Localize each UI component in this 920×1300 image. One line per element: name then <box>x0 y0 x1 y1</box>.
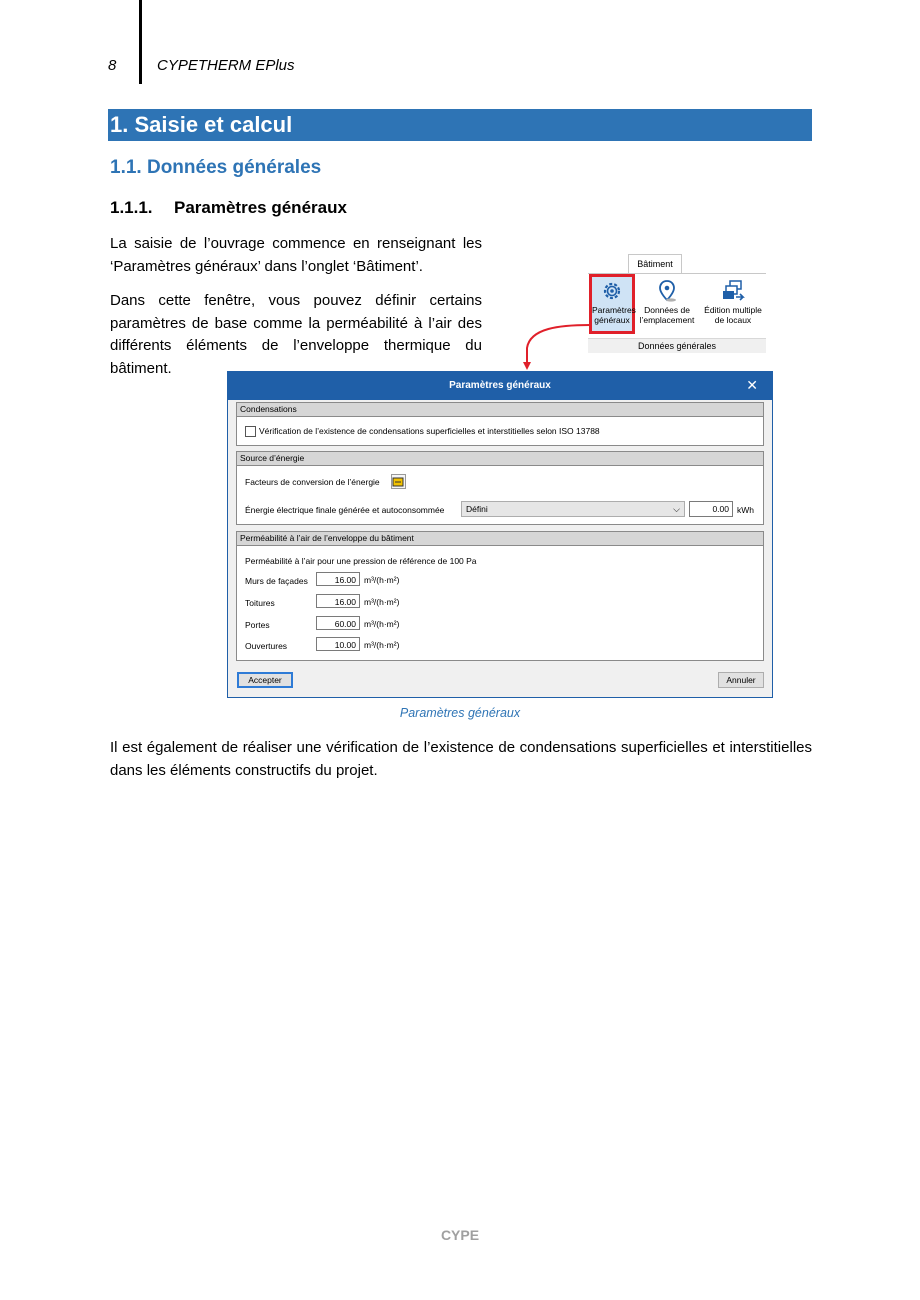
heading-3 <box>110 198 347 218</box>
document-title: CYPETHERM EPlus <box>157 57 295 74</box>
electric-energy-select-value: Défini <box>466 504 488 514</box>
permeability-intro: Perméabilité à l’air pour une pression de référence de 100 Pa <box>245 556 477 566</box>
permeability-input-ouvertures[interactable]: 10.00 <box>316 637 360 651</box>
ribbon-item-label-2: de locaux <box>714 315 752 325</box>
ribbon-button-donnees-emplacement[interactable] <box>639 277 695 335</box>
header-rule <box>139 0 142 84</box>
permeability-row-label: Portes <box>245 620 270 630</box>
heading-1: 1. Saisie et calcul <box>110 112 293 137</box>
electric-energy-label: Énergie électrique finale générée et autoconsommée <box>245 505 445 515</box>
conversion-factors-button[interactable] <box>391 474 406 489</box>
ribbon-item-label-1: Édition multiple <box>704 305 762 315</box>
dialog-parametres-generaux <box>227 371 773 698</box>
permeability-unit: m³/(h·m²) <box>364 597 400 607</box>
permeability-row-label: Toitures <box>245 598 275 608</box>
permeability-unit: m³/(h·m²) <box>364 640 400 650</box>
conversion-factors-label: Facteurs de conversion de l’énergie <box>245 477 380 487</box>
page-footer: CYPE <box>440 1227 480 1243</box>
permeability-unit: m³/(h·m²) <box>364 575 400 585</box>
condensation-checkbox-label: Vérification de l’existence de condensations superficielles et interstitielles selon ISO 13788 <box>259 426 600 436</box>
permeability-row-label: Murs de façades <box>245 576 308 586</box>
red-arrow-icon <box>520 318 600 374</box>
ribbon-item-label-1: Données de <box>644 305 690 315</box>
electric-energy-value-input[interactable]: 0.00 <box>689 501 733 517</box>
ribbon-tab-batiment[interactable]: Bâtiment <box>628 254 682 274</box>
group-header: Perméabilité à l’air de l’enveloppe du bâtiment <box>237 532 763 546</box>
paragraph-window: Dans cette fenêtre, vous pouvez définir certains paramètres de base comme la perméabilité à l’air des différents éléments de l’enveloppe thermique du bâtiment. <box>110 292 482 377</box>
chevron-down-icon: ⌵ <box>673 504 680 514</box>
group-condensations <box>236 402 764 446</box>
group-header: Condensations <box>237 403 763 417</box>
location-pin-icon <box>655 279 679 303</box>
ribbon-item-label-2: généraux <box>594 315 630 325</box>
permeability-row-label: Ouvertures <box>245 641 288 651</box>
ribbon-excerpt <box>588 254 766 352</box>
condensation-checkbox[interactable] <box>245 426 256 437</box>
ribbon-item-label-2: l’emplacement <box>639 315 695 325</box>
electric-energy-select[interactable] <box>461 501 685 517</box>
group-header: Source d’énergie <box>237 452 763 466</box>
paragraph-intro: La saisie de l’ouvrage commence en renseignant les ‘Paramètres généraux’ dans l’onglet ‘Bâtiment’. <box>110 235 482 275</box>
group-permeability <box>236 531 764 661</box>
electric-energy-unit: kWh <box>737 505 754 515</box>
heading-3-number: 1.1.1. <box>110 198 153 217</box>
cancel-button[interactable]: Annuler <box>718 672 764 688</box>
multi-edit-icon <box>721 279 745 303</box>
heading-3-title: Paramètres généraux <box>174 198 347 217</box>
heading-2: 1.1. Données générales <box>110 157 322 178</box>
edit-table-icon <box>392 475 405 488</box>
ribbon-button-edition-multiple[interactable] <box>700 277 766 335</box>
ribbon-item-label-1: Paramètres <box>592 305 636 315</box>
ribbon-group-label: Données générales <box>588 338 766 353</box>
gear-icon <box>600 279 624 303</box>
permeability-input-toitures[interactable]: 16.00 <box>316 594 360 608</box>
paragraph-condensation: Il est également de réaliser une vérification de l’existence de condensations superficielles et interstitielles dans les éléments constructifs du projet. <box>110 739 812 779</box>
page-number: 8 <box>108 57 117 74</box>
figure-caption: Paramètres généraux <box>399 706 521 720</box>
ribbon-body <box>588 273 766 339</box>
dialog-title <box>228 372 772 400</box>
group-energy-source <box>236 451 764 525</box>
permeability-input-facades[interactable]: 16.00 <box>316 572 360 586</box>
permeability-unit: m³/(h·m²) <box>364 619 400 629</box>
permeability-input-portes[interactable]: 60.00 <box>316 616 360 630</box>
accept-button[interactable]: Accepter <box>237 672 293 688</box>
close-icon[interactable]: ✕ <box>746 377 758 393</box>
dialog-title-text: Paramètres généraux <box>449 380 551 391</box>
